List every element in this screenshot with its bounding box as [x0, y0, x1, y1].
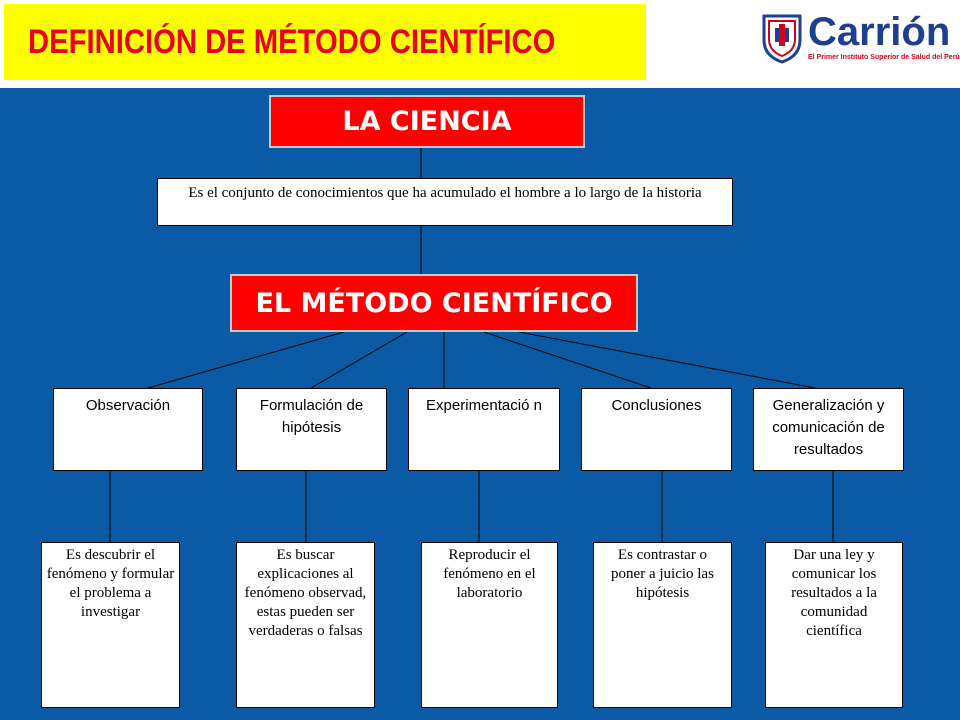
description-conclusiones: [593, 542, 732, 708]
connector-method-hipotesis: [311, 332, 407, 388]
diagram-canvas: [0, 88, 960, 720]
connector-method-generalizacion: [519, 332, 815, 388]
header: [0, 0, 960, 88]
connector-method-conclusiones: [484, 332, 651, 388]
method-title-box: [230, 274, 638, 332]
step-observacion: [53, 388, 203, 471]
step-name: Experimentació n: [426, 397, 542, 414]
description-hipotesis: [236, 542, 375, 708]
page-title: DEFINICIÓN DE MÉTODO CIENTÍFICO: [28, 22, 556, 61]
step-experimentacion: [408, 388, 560, 471]
description-observacion: [41, 542, 180, 708]
step-description: Dar una ley y comunicar los resultados a la comunidad científica: [791, 547, 877, 639]
science-definition: Es el conjunto de conocimientos que ha acumulado el hombre a lo largo de la historia: [188, 185, 702, 201]
step-generalizacion: [753, 388, 904, 471]
shield-icon: [760, 12, 804, 64]
step-hipotesis: [236, 388, 387, 471]
science-title: LA CIENCIA: [342, 106, 512, 137]
step-name: Conclusiones: [611, 397, 702, 414]
step-name: Formulación de hipótesis: [259, 397, 364, 436]
step-name: Observación: [85, 397, 171, 414]
step-description: Reproducir el fenómeno en el laboratorio: [443, 547, 536, 601]
title-banner: [4, 4, 646, 80]
method-title: EL MÉTODO CIENTÍFICO: [255, 287, 613, 319]
step-name: Generalización y comunicación de resultados: [772, 397, 885, 458]
logo-name: Carrión: [808, 10, 951, 54]
carrion-logo: [760, 10, 960, 70]
logo-tagline: El Primer Instituto Superior de Salud del Perú: [808, 54, 960, 61]
step-conclusiones: [581, 388, 732, 471]
science-title-box: [269, 95, 585, 148]
description-generalizacion: [765, 542, 903, 708]
science-definition-box: [157, 178, 733, 226]
description-experimentacion: [421, 542, 558, 708]
connector-method-observacion: [148, 332, 344, 388]
step-description: Es contrastar o poner a juicio las hipótesis: [611, 547, 714, 601]
step-description: Es descubrir el fenómeno y formular el problema a investigar: [46, 547, 175, 620]
step-description: Es buscar explicaciones al fenómeno observad, estas pueden ser verdaderas o falsas: [244, 547, 367, 639]
